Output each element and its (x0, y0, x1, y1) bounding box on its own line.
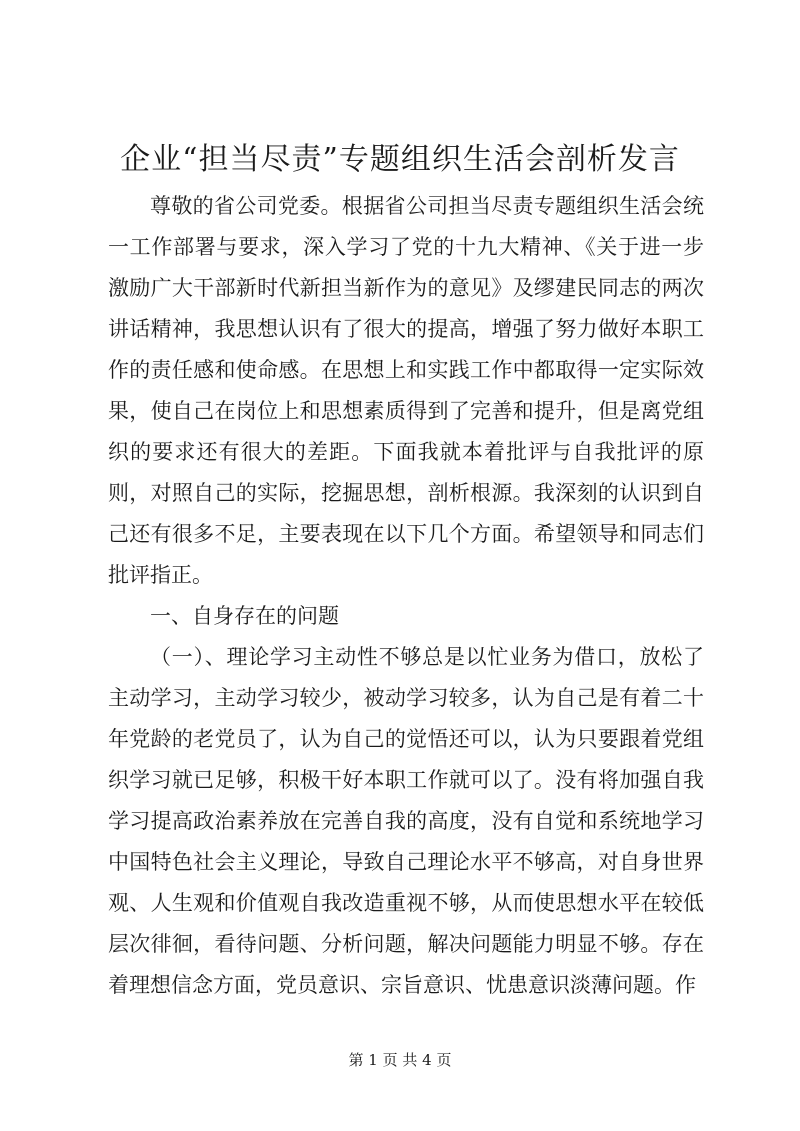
document-body (108, 186, 704, 1006)
intro-paragraph: 尊敬的省公司党委。根据省公司担当尽责专题组织生活会统一工作部署与要求，深入学习了党的十九大精神、《关于进一步激励广大干部新时代新担当新作为的意见》及缪建民同志的两次讲话精神，我思想认识有了很大的提高，增强了努力做好本职工作的责任感和使命感。在思想上和实践工作中都取得一定实际效果，使自己在岗位上和思想素质得到了完善和提升，但是离党组织的要求还有很大的差距。下面我就本着批评与自我批评的原则，对照自己的实际，挖掘思想，剖析根源。我深刻的认识到自己还有很多不足，主要表现在以下几个方面。希望领导和同志们批评指正。 (108, 194, 704, 587)
document-title: 企业“担当尽责”专题组织生活会剖析发言 (120, 142, 680, 177)
page-number: 第 1 页 共 4 页 (348, 1051, 452, 1069)
section-heading: 一、自身存在的问题 (150, 604, 339, 628)
subsection-paragraph: （一）、理论学习主动性不够总是以忙业务为借口，放松了主动学习，主动学习较少，被动学习较多，认为自己是有着二十年党龄的老党员了，认为自己的觉悟还可以，认为只要跟着党组织学习就已足够，积极干好本职工作就可以了。没有将加强自我学习提高政治素养放在完善自我的高度，没有自觉和系统地学习中国特色社会主义理论，导致自己理论水平不够高，对自身世界观、人生观和价值观自我改造重视不够，从而使思想水平在较低层次徘徊，看待问题、分析问题，解决问题能力明显不够。存在着理想信念方面，党员意识、宗旨意识、忧患意识淡薄问题。作 (108, 645, 704, 997)
